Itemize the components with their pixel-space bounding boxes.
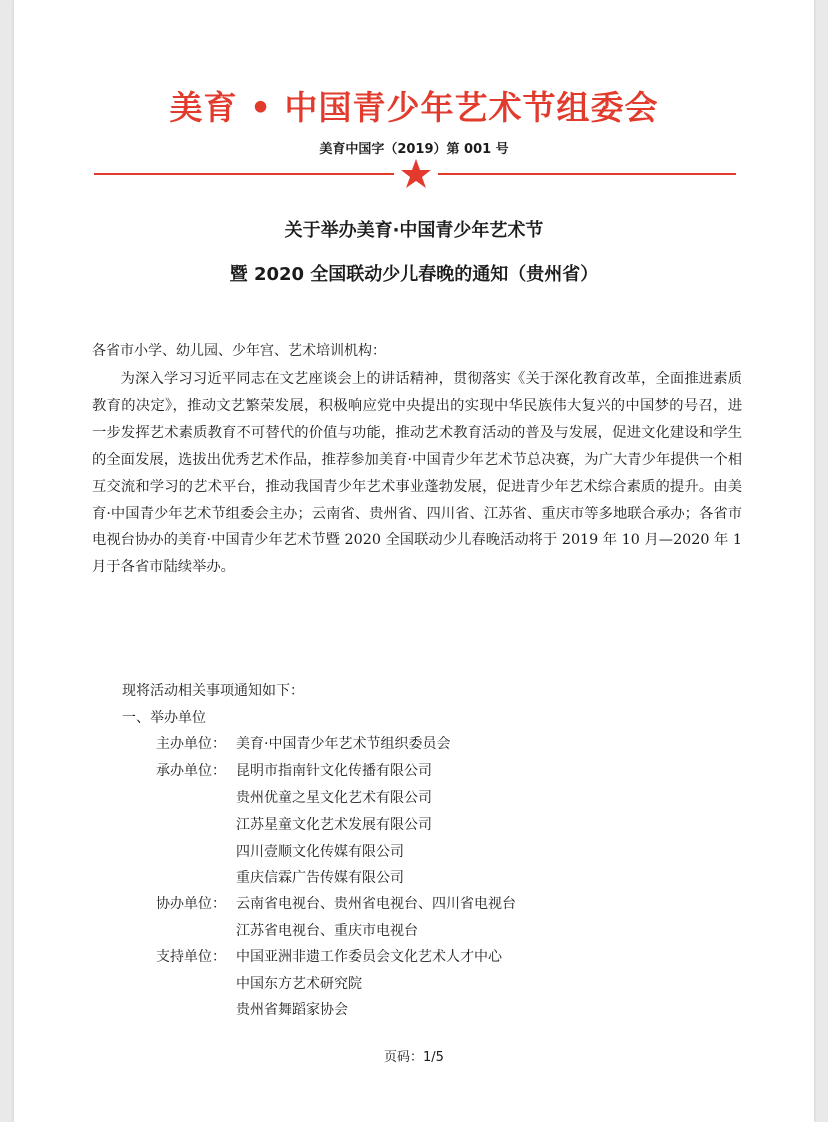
host-label: 主办单位：	[156, 736, 226, 752]
page-number: 页码：1/5	[384, 1050, 444, 1065]
star-icon	[400, 158, 432, 190]
salutation: 各省市小学、幼儿园、少年宫、艺术培训机构：	[92, 343, 386, 359]
support-unit: 贵州省舞蹈家协会	[236, 1002, 348, 1018]
support-unit: 中国亚洲非遗工作委员会文化艺术人才中心	[236, 949, 502, 965]
org-title: 美育 • 中国青少年艺术节组委会	[169, 88, 659, 127]
doc-number: 美育中国字（2019）第 001 号	[319, 142, 509, 157]
notice-title-line2: 暨 2020 全国联动少儿春晚的通知（贵州省）	[229, 264, 599, 285]
red-divider-right	[438, 173, 736, 175]
host-unit: 美育·中国青少年艺术节组织委员会	[236, 736, 451, 752]
red-divider-left	[94, 173, 394, 175]
body-paragraph: 为深入学习习近平同志在文艺座谈会上的讲话精神，贯彻落实《关于深化教育改革，全面推进素质教育的决定》，推动文艺繁荣发展，积极响应党中央提出的实现中华民族伟大复兴的中国梦的号召，进一步发挥艺术素质教育不可替代的价值与功能，推动艺术教育活动的普及与发展，促进文化建设和学生的全面发展，选拔出优秀艺术作品，推荐参加美育·中国青少年艺术节总决赛，为广大青少年提供一个相互交流和学习的艺术平台，推动我国青少年艺术事业蓬勃发展，促进青少年艺术综合素质的提升。由美育·中国青少年艺术节组委会主办；云南省、贵州省、四川省、江苏省、重庆市等多地联合承办；各省市电视台协办的美育·中国青少年艺术节暨 2020 全国联动少儿春晚活动将于 2019 年 10 月—2020 年 1 月于各省市陆续举办。	[92, 371, 742, 576]
organizer-row	[156, 760, 432, 780]
organizer-unit: 昆明市指南针文化传播有限公司	[236, 763, 432, 779]
support-unit: 中国东方艺术研究院	[236, 976, 362, 992]
co-unit: 云南省电视台、贵州省电视台、四川省电视台	[236, 896, 516, 912]
co-row	[156, 893, 516, 913]
document-page	[14, 0, 814, 1122]
section-heading: 一、举办单位	[122, 710, 206, 726]
support-row	[156, 946, 502, 966]
organizer-label: 承办单位：	[156, 763, 226, 779]
co-label: 协办单位：	[156, 896, 226, 912]
organizer-unit: 贵州优童之星文化艺术有限公司	[236, 790, 432, 806]
host-row	[156, 733, 450, 753]
intro-line: 现将活动相关事项通知如下：	[122, 683, 304, 699]
organizer-unit: 四川壹顺文化传媒有限公司	[236, 844, 404, 860]
notice-title-line1: 关于举办美育·中国青少年艺术节	[284, 220, 544, 241]
organizer-unit: 重庆信霖广告传媒有限公司	[236, 870, 404, 886]
support-label: 支持单位：	[156, 949, 226, 965]
organizer-unit: 江苏星童文化艺术发展有限公司	[236, 817, 432, 833]
co-unit: 江苏省电视台、重庆市电视台	[236, 923, 418, 939]
